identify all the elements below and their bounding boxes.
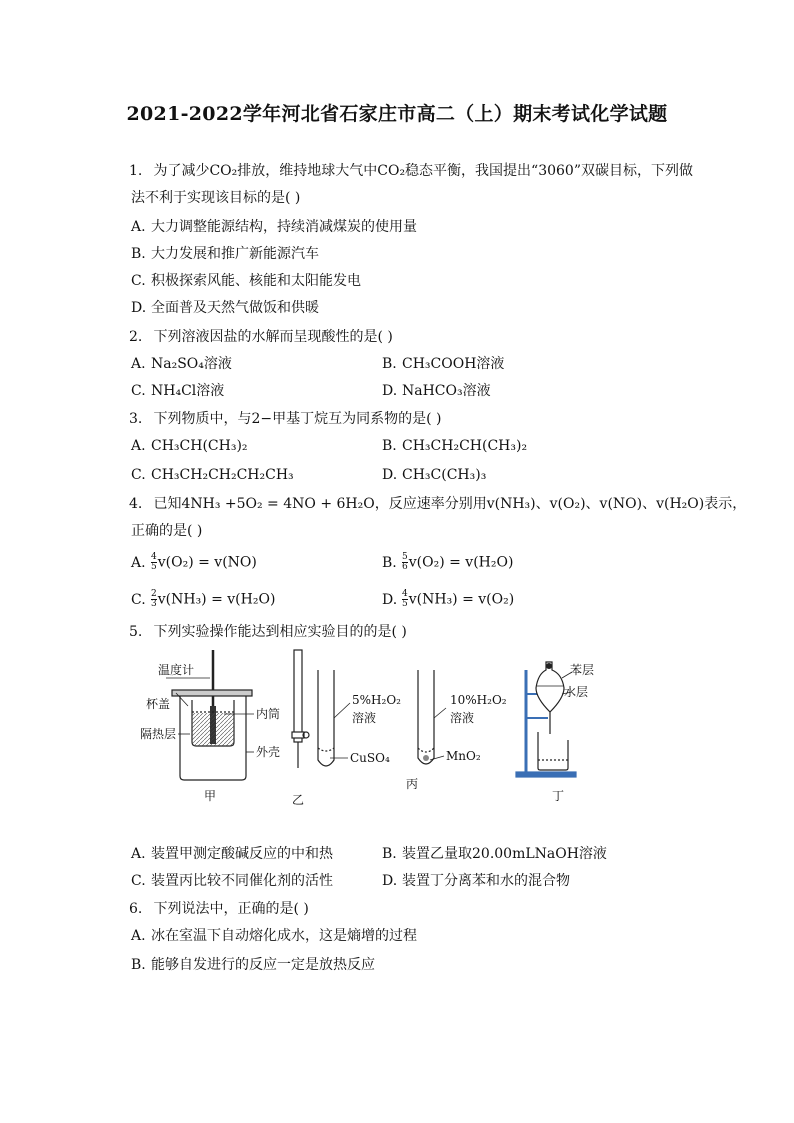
option-text: v(O₂) = v(H₂O) — [408, 554, 514, 571]
option-c — [131, 272, 361, 290]
option-text: 能够自发进行的反应一定是放热反应 — [151, 957, 375, 973]
page-title: 2021-2022学年河北省石家庄市高二（上）期末考试化学试题 — [126, 103, 668, 125]
question-number: 2. — [129, 329, 143, 345]
option-text: 大力发展和推广新能源汽车 — [151, 246, 319, 262]
label-water: 水层 — [564, 685, 589, 699]
option-text: CH₃CH(CH₃)₂ — [151, 438, 248, 454]
question-4-line2: 正确的是( ) — [131, 523, 203, 539]
option-c — [131, 466, 294, 484]
option-letter: C. — [131, 273, 146, 289]
option-letter: B. — [131, 957, 146, 973]
label-bing-h2o2: 10%H₂O₂ — [450, 693, 507, 707]
label-yi: 乙 — [292, 793, 305, 807]
label-yi-h2o2: 5%H₂O₂ — [352, 693, 401, 707]
label-inner: 内筒 — [256, 707, 281, 721]
label-lid: 杯盖 — [146, 697, 171, 711]
option-d — [382, 872, 570, 890]
question-text: 下列溶液因盐的水解而呈现酸性的是( ) — [153, 329, 393, 345]
option-letter: B. — [131, 246, 146, 262]
option-a — [131, 553, 257, 572]
question-4 — [129, 495, 746, 513]
label-thermometer: 温度计 — [158, 663, 195, 677]
fraction: $\frac{2}{3}$ — [151, 589, 157, 609]
option-letter: D. — [382, 467, 398, 483]
option-d — [382, 466, 486, 484]
option-b — [131, 956, 375, 974]
option-a — [131, 437, 248, 455]
label-mno2: MnO₂ — [446, 749, 481, 763]
question-2 — [129, 328, 393, 346]
option-a — [131, 355, 232, 373]
option-letter: B. — [382, 356, 397, 372]
label-yi-solution: 溶液 — [352, 711, 377, 725]
option-text: 积极探索风能、核能和太阳能发电 — [151, 273, 361, 289]
option-letter: D. — [131, 300, 147, 316]
option-letter: A. — [131, 928, 146, 944]
option-letter: A. — [131, 356, 146, 372]
option-text: CH₃CH₂CH₂CH₂CH₃ — [151, 467, 294, 483]
option-text: 冰在室温下自动熔化成水，这是熵增的过程 — [151, 928, 417, 944]
question-text: 下列物质中，与2−甲基丁烷互为同系物的是( ) — [153, 411, 442, 427]
option-text: 装置甲测定酸碱反应的中和热 — [151, 846, 333, 862]
question-5 — [129, 623, 407, 641]
option-text: v(O₂) = v(NO) — [157, 554, 257, 571]
option-letter: C. — [131, 591, 146, 608]
option-b — [382, 437, 527, 455]
option-letter: A. — [131, 438, 146, 454]
option-letter: C. — [131, 873, 146, 889]
question-3 — [129, 410, 441, 428]
option-letter: D. — [382, 873, 398, 889]
label-bing: 丙 — [406, 777, 419, 791]
apparatus-figure — [128, 648, 608, 820]
option-text: Na₂SO₄溶液 — [151, 356, 232, 372]
option-letter: B. — [382, 846, 397, 862]
question-text: 下列说法中，正确的是( ) — [153, 901, 309, 917]
option-a — [131, 927, 417, 945]
option-b — [382, 355, 504, 373]
option-letter: A. — [131, 219, 146, 235]
question-number: 5. — [129, 624, 143, 640]
fraction: $\frac{4}{5}$ — [402, 589, 408, 609]
option-text: NH₄Cl溶液 — [151, 383, 225, 399]
label-insulation: 隔热层 — [140, 727, 177, 741]
option-text: CH₃COOH溶液 — [402, 356, 505, 372]
option-b — [382, 845, 607, 863]
option-text: 全面普及天然气做饭和供暖 — [151, 300, 319, 316]
option-b — [382, 553, 513, 572]
question-text: 下列实验操作能达到相应实验目的的是( ) — [153, 624, 407, 640]
question-1 — [129, 162, 693, 180]
option-text: CH₃C(CH₃)₃ — [402, 467, 487, 483]
question-number: 3. — [129, 411, 143, 427]
apparatus-bing — [418, 670, 446, 764]
label-ding: 丁 — [552, 789, 565, 803]
fraction: $\frac{5}{6}$ — [402, 552, 408, 572]
option-letter: D. — [382, 591, 398, 608]
option-text: v(NH₃) = v(H₂O) — [157, 591, 276, 608]
apparatus-yi — [292, 650, 350, 768]
question-text: 为了减少CO₂排放，维持地球大气中CO₂稳态平衡，我国提出“3060”双碳目标，下列做 — [153, 163, 693, 179]
option-letter: C. — [131, 383, 146, 399]
label-jia: 甲 — [204, 789, 217, 803]
option-letter: B. — [382, 554, 397, 571]
option-a — [131, 218, 417, 236]
question-6 — [129, 900, 309, 918]
option-text: 装置丁分离苯和水的混合物 — [402, 873, 570, 889]
question-number: 6. — [129, 901, 143, 917]
option-text: CH₃CH₂CH(CH₃)₂ — [402, 438, 528, 454]
option-c — [131, 590, 275, 609]
option-text: 装置乙量取20.00mLNaOH溶液 — [402, 846, 607, 862]
option-letter: A. — [131, 554, 146, 571]
label-bing-solution: 溶液 — [450, 711, 475, 725]
option-d — [131, 299, 319, 317]
question-number: 1. — [129, 163, 143, 179]
fraction: $\frac{4}{5}$ — [151, 552, 157, 572]
option-c — [131, 872, 333, 890]
option-a — [131, 845, 333, 863]
apparatus-ding — [516, 662, 576, 777]
label-benzene: 苯层 — [570, 663, 595, 677]
question-1-line2: 法不利于实现该目标的是( ) — [131, 190, 301, 206]
option-text: 大力调整能源结构，持续消减煤炭的使用量 — [151, 219, 417, 235]
question-text: 已知4NH₃ +5O₂ = 4NO + 6H₂O，反应速率分别用v(NH₃)、v(O₂)、v(NO)、v(H₂O)表示， — [153, 496, 747, 512]
option-text: v(NH₃) = v(O₂) — [408, 591, 515, 608]
option-d — [382, 590, 514, 609]
question-number: 4. — [129, 496, 143, 512]
option-letter: D. — [382, 383, 398, 399]
option-letter: A. — [131, 846, 146, 862]
option-b — [131, 245, 319, 263]
label-shell: 外壳 — [256, 745, 281, 759]
label-cuso4: CuSO₄ — [350, 751, 390, 765]
option-text: NaHCO₃溶液 — [402, 383, 491, 399]
option-letter: B. — [382, 438, 397, 454]
option-d — [382, 382, 491, 400]
option-text: 装置丙比较不同催化剂的活性 — [151, 873, 333, 889]
option-c — [131, 382, 224, 400]
option-letter: C. — [131, 467, 146, 483]
